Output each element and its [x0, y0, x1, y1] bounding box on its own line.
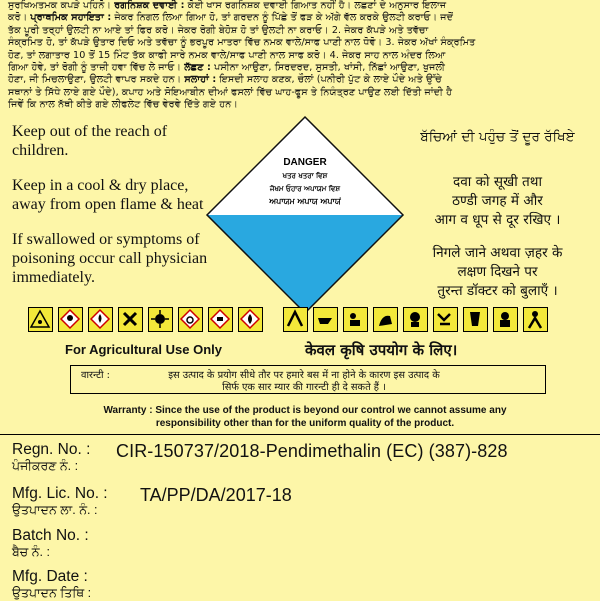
text-line: तुरन्त डॉक्टर को बुलाएँ । — [437, 283, 558, 299]
eye-protection-icon — [28, 307, 53, 332]
text-line: लक्षण दिखने पर — [457, 264, 538, 280]
batch-label: Batch No. : — [12, 527, 89, 544]
mask-icon — [403, 307, 428, 332]
no-eating-icon — [283, 307, 308, 332]
harmful-x-icon — [118, 307, 143, 332]
mfg-date-label-pa: ਉਤਪਾਦਨ ਤਿਥਿ : — [12, 586, 92, 600]
warning-children-pa: ਬੱਚਿਆਂ ਦੀ ਪਹੁੰਚ ਤੋਂ ਦੂਰ ਰੱਖਿਏ — [420, 129, 575, 145]
regn-no-field — [12, 441, 90, 474]
para-line: ਪਸੀਨਾ ਆਉਣਾ, ਸਿਰਦਰਦ, ਸੁਸਤੀ, ਖਾਂਸੀ, ਨਿੱਛਾਂ ਆਉਣਾ, ਖੁਜਲੀ — [214, 62, 445, 74]
mfg-date-label: Mfg. Date : — [12, 568, 88, 585]
text-line: निगले जाने अथवा ज़हर के — [432, 245, 563, 261]
para-line: ਸੰਕ੍ਰਮਿਤ ਹੋ, ਤਾਂ ਕੱਪੜੇ ਉਤਾਰ ਦਿਓ ਅਤੇ ਤਵੱਚਾ ਨੂੰ ਭਰਪੂਰ ਮਾਤਰਾ ਵਿੱਚ ਨਮਕ ਵਾਲੇ/ਸਾਫ ਪਾਣੀ ਨਾਲ ਧੋਵੋ। 3. ਜੇਕਰ ਅੱਖਾਂ ਸੰਕ੍ਰਮਿਤ — [8, 37, 476, 49]
mfg-lic-field — [12, 485, 108, 518]
agricultural-use-hi: केवल कृषि उपयोग के लिए। — [305, 341, 458, 359]
symptoms-label: ਲੱਛਣ : — [184, 62, 211, 74]
mfg-lic-label-pa: ਉਤਪਾਦਨ ਲਾ. ਨੰ. : — [12, 503, 98, 517]
regn-label-pa: ਪੰਜੀਕਰਣ ਨੰ. : — [12, 459, 79, 473]
warning-storage-hi — [400, 173, 595, 230]
goggles-icon — [493, 307, 518, 332]
danger-line: ਅਪਾਯਮ ਅਪਾਯ ਅਪਾਯਂ — [269, 197, 341, 206]
apron-icon — [463, 307, 488, 332]
pictogram-row — [28, 307, 588, 337]
warranty-text-hi — [139, 370, 469, 394]
english-warnings — [12, 122, 217, 303]
para-line: ਸਥਾਨਾਂ ਤੇ ਸਿੱਧੇ ਲਾਏ ਗਏ ਪੌਦੇ), ਕਪਾਹ ਅਤੇ ਸੋਇਆਬੀਨ ਦੀਆਂ ਫਸਲਾਂ ਵਿੱਚ ਘਾਹ-ਫੂਸ ਤੇ ਨਿਯੰਤ੍ਰਣ ਪਾਉਣ ਲਈ ਦਿੱਤੀ ਜਾਂਦੀ ਹੈ — [8, 86, 453, 98]
safety-instructions-paragraph — [8, 0, 592, 112]
regn-value: CIR-150737/2018-Pendimethalin (EC) (387)-828 — [116, 441, 508, 461]
para-line: ਜੇਕਰ ਨਿਗਲ ਲਿਆ ਗਿਆ ਹੋ, ਤਾਂ ਗਰਦਨ ਨੂੰ ਪਿੱਛੇ ਤੋਂ ਫੜ ਕੇ ਅੱਗੇ ਵੱਲ ਕਰਕੇ ਉਲਟੀ ਕਰਾਓ। ਜਦੋਂ — [114, 12, 454, 24]
danger-title: DANGER — [283, 157, 327, 168]
first-aid-label: ਪ੍ਰਾਥਮਿਕ ਸਹਾਇਤਾ : — [30, 12, 112, 24]
text-line: आग व धूप से दूर रखिए । — [434, 212, 561, 228]
explosive-icon — [148, 307, 173, 332]
warranty-text-en — [55, 404, 555, 430]
mfg-date-field — [12, 568, 91, 601]
para-line: ਜਿਵੇਂ ਕਿ ਨਾਲ ਨੱਥੀ ਕੀਤੇ ਗਏ ਲੀਫਲੇਟ ਵਿੱਚ ਵੇਰਵੇ ਦਿੱਤੇ ਗਏ ਹਨ। — [8, 99, 238, 111]
text-line: Warranty : Since the use of the product is beyond our control we cannot assume any — [103, 405, 507, 416]
gloves-icon — [373, 307, 398, 332]
warranty-box-hindi — [70, 365, 546, 394]
warning-poison: If swallowed or symptoms of poisoning occur call physician immediately. — [12, 231, 208, 286]
para-line: ਇਸਦੀ ਸਲਾਹ ਕਣਕ, ਚੌਲਾਂ (ਪਨੀਰੀ ਪੁੱਟ ਕੇ ਲਾਏ ਪੌਦੇ ਅਤੇ ਉੱਚੇ — [219, 74, 442, 86]
advice-label: ਸਲਾਹਾਂ : — [184, 74, 217, 86]
danger-line: ਜੋਖਮ ਓਹਾਰ ਅਪਾਯਮ ਵਿਸ਼ — [269, 185, 341, 193]
batch-label-pa: ਬੈਚ ਨੰ. : — [12, 545, 50, 559]
fire-icon — [238, 307, 263, 332]
danger-diamond-graphic — [205, 115, 405, 315]
flammable-icon — [88, 307, 113, 332]
wash-hands-icon — [343, 307, 368, 332]
regn-label: Regn. No. : — [12, 441, 91, 458]
para-line: ਗਿਆ ਹੋਵੇ, ਤਾਂ ਰੋਗੀ ਨੂੰ ਤਾਜ਼ੀ ਹਵਾ ਵਿੱਚ ਲੇ ਜਾਓ। — [8, 62, 182, 74]
para-line: ਤੱਕ ਪੂਰੀ ਤਰ੍ਹਾਂ ਉਲਟੀ ਨਾ ਆਏ ਤਾਂ ਫਿਰ ਕਰੋ। ਜੇਕਰ ਰੋਗੀ ਬੇਹੋਸ਼ ਹੋ ਤਾਂ ਉਲਟੀ ਨਾ ਕਰਾਓ। 2. ਜੇਕਰ ਕੱਪੜੇ ਅਤੇ ਤਵੱਚਾ — [8, 24, 429, 36]
mfg-lic-value: TA/PP/DA/2017-18 — [140, 485, 292, 505]
boots-icon — [433, 307, 458, 332]
divider — [0, 434, 600, 435]
text-line: इस उत्पाद के प्रयोग सीधे तौर पर हमारे बस में ना होने के कारण इस उत्पाद के — [168, 370, 440, 381]
warranty-label-hi: वारन्टी : — [81, 370, 110, 381]
warning-children: Keep out of the reach of children. — [12, 123, 168, 159]
para-line: ਕੋਈ ਖਾਸ ਰਗਨਿਸ਼ਕ ਦਵਾਈ ਗਿਆਤ ਨਹੀਂ ਹੈ। ਲਛਣਾਂ ਦੇ ਅਨੁਸਾਰ ਇਲਾਜ — [187, 0, 447, 11]
text-line: responsibility other than for the uniform quality of the product. — [155, 418, 455, 429]
danger-line: ਖਤਰ ਖਤਰਾ ਵਿਸ਼ — [282, 172, 328, 180]
batch-no-field — [12, 527, 89, 560]
danger-diamond — [205, 115, 405, 315]
para-line: ਸੁਰਖਿਅਤਮਕ ਕਪੜੇ ਪਹਿਨੋ। — [8, 0, 112, 11]
text-line: ठण्डी जगह में और — [452, 193, 543, 209]
mfg-lic-label: Mfg. Lic. No. : — [12, 485, 108, 502]
text-line: दवा को सूखी तथा — [452, 174, 542, 190]
warning-storage: Keep in a cool & dry place, away from open flame & heat — [12, 177, 204, 213]
corrosive-icon — [208, 307, 233, 332]
warning-poison-hi — [400, 244, 595, 301]
sprayer-icon — [523, 307, 548, 332]
vernacular-warnings — [400, 128, 595, 315]
para-line: ਹੋਣ, ਤਾਂ ਲਗਾਤਾਰ 10 ਤੋਂ 15 ਮਿੰਟ ਤੱਕ ਕਾਫੀ ਸਾਰੇ ਨਮਕ ਵਾਲੇ/ਸਾਫ ਪਾਣੀ ਨਾਲ ਸਾਫ ਕਰੋ। 4. ਜੇਕਰ ਸਾਹ ਨਾਲ ਅੰਦਰ ਲਿਆ — [8, 49, 446, 61]
oxidizing-icon — [178, 307, 203, 332]
para-line: ਕਰੋ। — [8, 12, 28, 24]
antidote-label: ਰਗਨਿਸ਼ਕ ਦਵਾਈ : — [114, 0, 185, 11]
agricultural-use-en: For Agricultural Use Only — [65, 342, 222, 357]
text-line: सिर्फ एक सार म्यार की गारन्टी ही दे सकते हैं । — [222, 382, 386, 393]
no-smoking-icon — [313, 307, 338, 332]
para-line: ਹੋਣਾ, ਜੀ ਮਿਚਲਾਉਣਾ, ਉਲਟੀ ਵਾਪਰ ਸਕਦੇ ਹਨ। — [8, 74, 182, 86]
skull-hazard-icon — [58, 307, 83, 332]
